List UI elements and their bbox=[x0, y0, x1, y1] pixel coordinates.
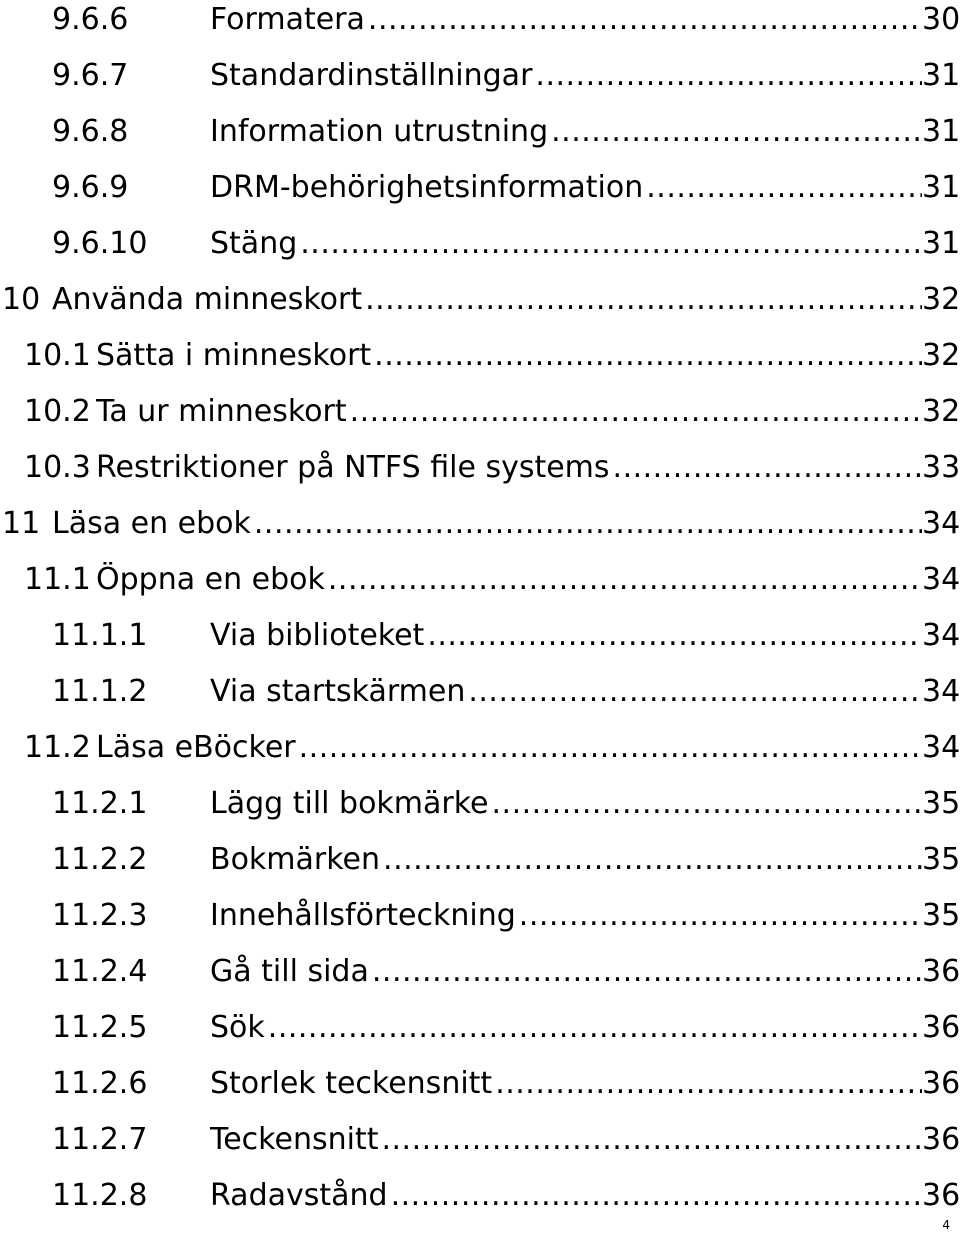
dot-leader bbox=[495, 1066, 922, 1102]
toc-entry-title-group bbox=[96, 394, 922, 430]
toc-entry[interactable] bbox=[0, 338, 960, 394]
toc-entry-title-group bbox=[96, 338, 922, 374]
toc-entry-number: 11.2.3 bbox=[52, 898, 148, 933]
toc-entry-title-group bbox=[210, 114, 922, 150]
toc-entry-number: 10.2 bbox=[24, 394, 91, 429]
toc-entry-title-group bbox=[210, 786, 922, 822]
dot-leader bbox=[372, 954, 922, 990]
toc-entry-title-group bbox=[210, 1122, 922, 1158]
toc-entry[interactable] bbox=[0, 226, 960, 282]
toc-entry[interactable] bbox=[0, 2, 960, 58]
toc-entry-title-group bbox=[96, 450, 922, 486]
toc-entry[interactable] bbox=[0, 1066, 960, 1122]
toc-entry-title-group bbox=[52, 506, 922, 542]
toc-entry-title-group bbox=[210, 898, 922, 934]
toc-entry[interactable] bbox=[0, 506, 960, 562]
toc-entry-title-group bbox=[210, 170, 922, 206]
toc-entry[interactable] bbox=[0, 1010, 960, 1066]
toc-entry-page: 36 bbox=[922, 1122, 960, 1157]
toc-entry-title-group bbox=[210, 842, 922, 878]
toc-entry-title: Storlek teckensnitt bbox=[210, 1066, 493, 1101]
toc-entry[interactable] bbox=[0, 674, 960, 730]
toc-entry-title: Gå till sida bbox=[210, 954, 369, 989]
dot-leader bbox=[551, 114, 922, 150]
toc-entry-page: 36 bbox=[922, 1010, 960, 1045]
toc-entry-number: 11.1.1 bbox=[52, 618, 148, 653]
toc-entry-title: Öppna en ebok bbox=[96, 562, 325, 597]
dot-leader bbox=[381, 1122, 922, 1158]
dot-leader bbox=[468, 674, 922, 710]
toc-entry[interactable] bbox=[0, 954, 960, 1010]
toc-entry-title: Sätta i minneskort bbox=[96, 338, 372, 373]
toc-entry-title: Radavstånd bbox=[210, 1178, 388, 1213]
toc-entry-number: 11.2.5 bbox=[52, 1010, 148, 1045]
dot-leader bbox=[535, 58, 922, 94]
toc-entry-title: Sök bbox=[210, 1010, 265, 1045]
toc-entry-title: DRM-behörighetsinformation bbox=[210, 170, 644, 205]
toc-entry-title: Teckensnitt bbox=[210, 1122, 379, 1157]
dot-leader bbox=[328, 562, 922, 598]
toc-entry-page: 30 bbox=[922, 2, 960, 37]
toc-entry[interactable] bbox=[0, 786, 960, 842]
toc-entry-title-group bbox=[210, 1010, 922, 1046]
toc-entry-number: 11.2.4 bbox=[52, 954, 148, 989]
dot-leader bbox=[368, 2, 922, 38]
toc-entry-title: Innehållsförteckning bbox=[210, 898, 516, 933]
toc-entry-title: Information utrustning bbox=[210, 114, 549, 149]
toc-entry-title-group bbox=[210, 618, 922, 654]
toc-entry-number: 10 bbox=[2, 282, 41, 317]
toc-entry-title: Stäng bbox=[210, 226, 298, 261]
toc-entry-page: 34 bbox=[922, 506, 960, 541]
toc-entry-page: 32 bbox=[922, 394, 960, 429]
dot-leader bbox=[519, 898, 922, 934]
toc-entry-number: 11.2.7 bbox=[52, 1122, 148, 1157]
toc-entry[interactable] bbox=[0, 898, 960, 954]
dot-leader bbox=[374, 338, 922, 374]
dot-leader bbox=[427, 618, 922, 654]
toc-entry-number: 11.2.8 bbox=[52, 1178, 148, 1213]
toc-entry-page: 34 bbox=[922, 730, 960, 765]
dot-leader bbox=[254, 506, 922, 542]
toc-entry-number: 11.1 bbox=[24, 562, 91, 597]
dot-leader bbox=[383, 842, 922, 878]
toc-entry-number: 11 bbox=[2, 506, 41, 541]
dot-leader bbox=[300, 226, 922, 262]
toc-entry-number: 11.2.1 bbox=[52, 786, 148, 821]
toc-entry-title: Lägg till bokmärke bbox=[210, 786, 489, 821]
toc-entry[interactable] bbox=[0, 450, 960, 506]
toc-entry-page: 34 bbox=[922, 618, 960, 653]
page-number: 4 bbox=[942, 1218, 950, 1232]
dot-leader bbox=[646, 170, 922, 206]
toc-entry-title-group bbox=[210, 58, 922, 94]
toc-entry-title-group bbox=[210, 1178, 922, 1214]
toc-entry-title-group bbox=[210, 226, 922, 262]
toc-entry[interactable] bbox=[0, 394, 960, 450]
toc-entry-title-group bbox=[210, 954, 922, 990]
dot-leader bbox=[299, 730, 922, 766]
toc-entry-number: 9.6.9 bbox=[52, 170, 129, 205]
toc-entry-page: 32 bbox=[922, 282, 960, 317]
toc-entry-title-group bbox=[96, 730, 922, 766]
toc-entry-title: Formatera bbox=[210, 2, 365, 37]
dot-leader bbox=[391, 1178, 922, 1214]
toc-entry-number: 11.1.2 bbox=[52, 674, 148, 709]
toc-entry-number: 9.6.6 bbox=[52, 2, 129, 37]
toc-entry[interactable] bbox=[0, 562, 960, 618]
toc-entry[interactable] bbox=[0, 58, 960, 114]
toc-entry-page: 34 bbox=[922, 674, 960, 709]
toc-entry-page: 34 bbox=[922, 562, 960, 597]
toc-entry-page: 31 bbox=[922, 114, 960, 149]
toc-entry-page: 31 bbox=[922, 226, 960, 261]
toc-entry[interactable] bbox=[0, 114, 960, 170]
toc-entry-page: 31 bbox=[922, 58, 960, 93]
toc-entry-title: Standardinställningar bbox=[210, 58, 533, 93]
toc-entry[interactable] bbox=[0, 1178, 960, 1234]
toc-entry-title-group bbox=[210, 674, 922, 710]
toc-entry-title-group bbox=[210, 1066, 922, 1102]
toc-entry-title: Ta ur minneskort bbox=[96, 394, 347, 429]
dot-leader bbox=[365, 282, 922, 318]
toc-entry-page: 35 bbox=[922, 786, 960, 821]
toc-entry-title-group bbox=[96, 562, 922, 598]
toc-entry-title: Restriktioner på NTFS file systems bbox=[96, 450, 610, 485]
toc-entry-title: Använda minneskort bbox=[52, 282, 363, 317]
toc-entry-number: 11.2.6 bbox=[52, 1066, 148, 1101]
toc-entry-page: 35 bbox=[922, 898, 960, 933]
toc-entry[interactable] bbox=[0, 170, 960, 226]
toc-entry-page: 36 bbox=[922, 1178, 960, 1213]
dot-leader bbox=[613, 450, 922, 486]
toc-entry-page: 35 bbox=[922, 842, 960, 877]
toc-entry-number: 10.3 bbox=[24, 450, 91, 485]
toc-entry-number: 11.2.2 bbox=[52, 842, 148, 877]
toc-entry-page: 31 bbox=[922, 170, 960, 205]
toc-entry-title: Bokmärken bbox=[210, 842, 381, 877]
toc-entry[interactable] bbox=[0, 282, 960, 338]
toc-entry-number: 9.6.7 bbox=[52, 58, 129, 93]
dot-leader bbox=[350, 394, 922, 430]
toc-entry[interactable] bbox=[0, 1122, 960, 1178]
toc-entry-title-group bbox=[52, 282, 922, 318]
toc-entry[interactable] bbox=[0, 618, 960, 674]
dot-leader bbox=[492, 786, 923, 822]
toc-entry-number: 11.2 bbox=[24, 730, 91, 765]
toc-entry-title: Läsa eBöcker bbox=[96, 730, 296, 765]
toc-entry[interactable] bbox=[0, 730, 960, 786]
toc-entry-title-group bbox=[210, 2, 922, 38]
toc-entry-number: 9.6.10 bbox=[52, 226, 148, 261]
toc-entry-number: 9.6.8 bbox=[52, 114, 129, 149]
toc-entry-title: Via biblioteket bbox=[210, 618, 425, 653]
toc-entry-title: Via startskärmen bbox=[210, 674, 466, 709]
toc-entry-page: 33 bbox=[922, 450, 960, 485]
toc-entry-page: 36 bbox=[922, 1066, 960, 1101]
toc-entry[interactable] bbox=[0, 842, 960, 898]
toc-entry-page: 32 bbox=[922, 338, 960, 373]
toc-entry-number: 10.1 bbox=[24, 338, 91, 373]
toc-entry-title: Läsa en ebok bbox=[52, 506, 251, 541]
dot-leader bbox=[268, 1010, 922, 1046]
toc-entry-page: 36 bbox=[922, 954, 960, 989]
